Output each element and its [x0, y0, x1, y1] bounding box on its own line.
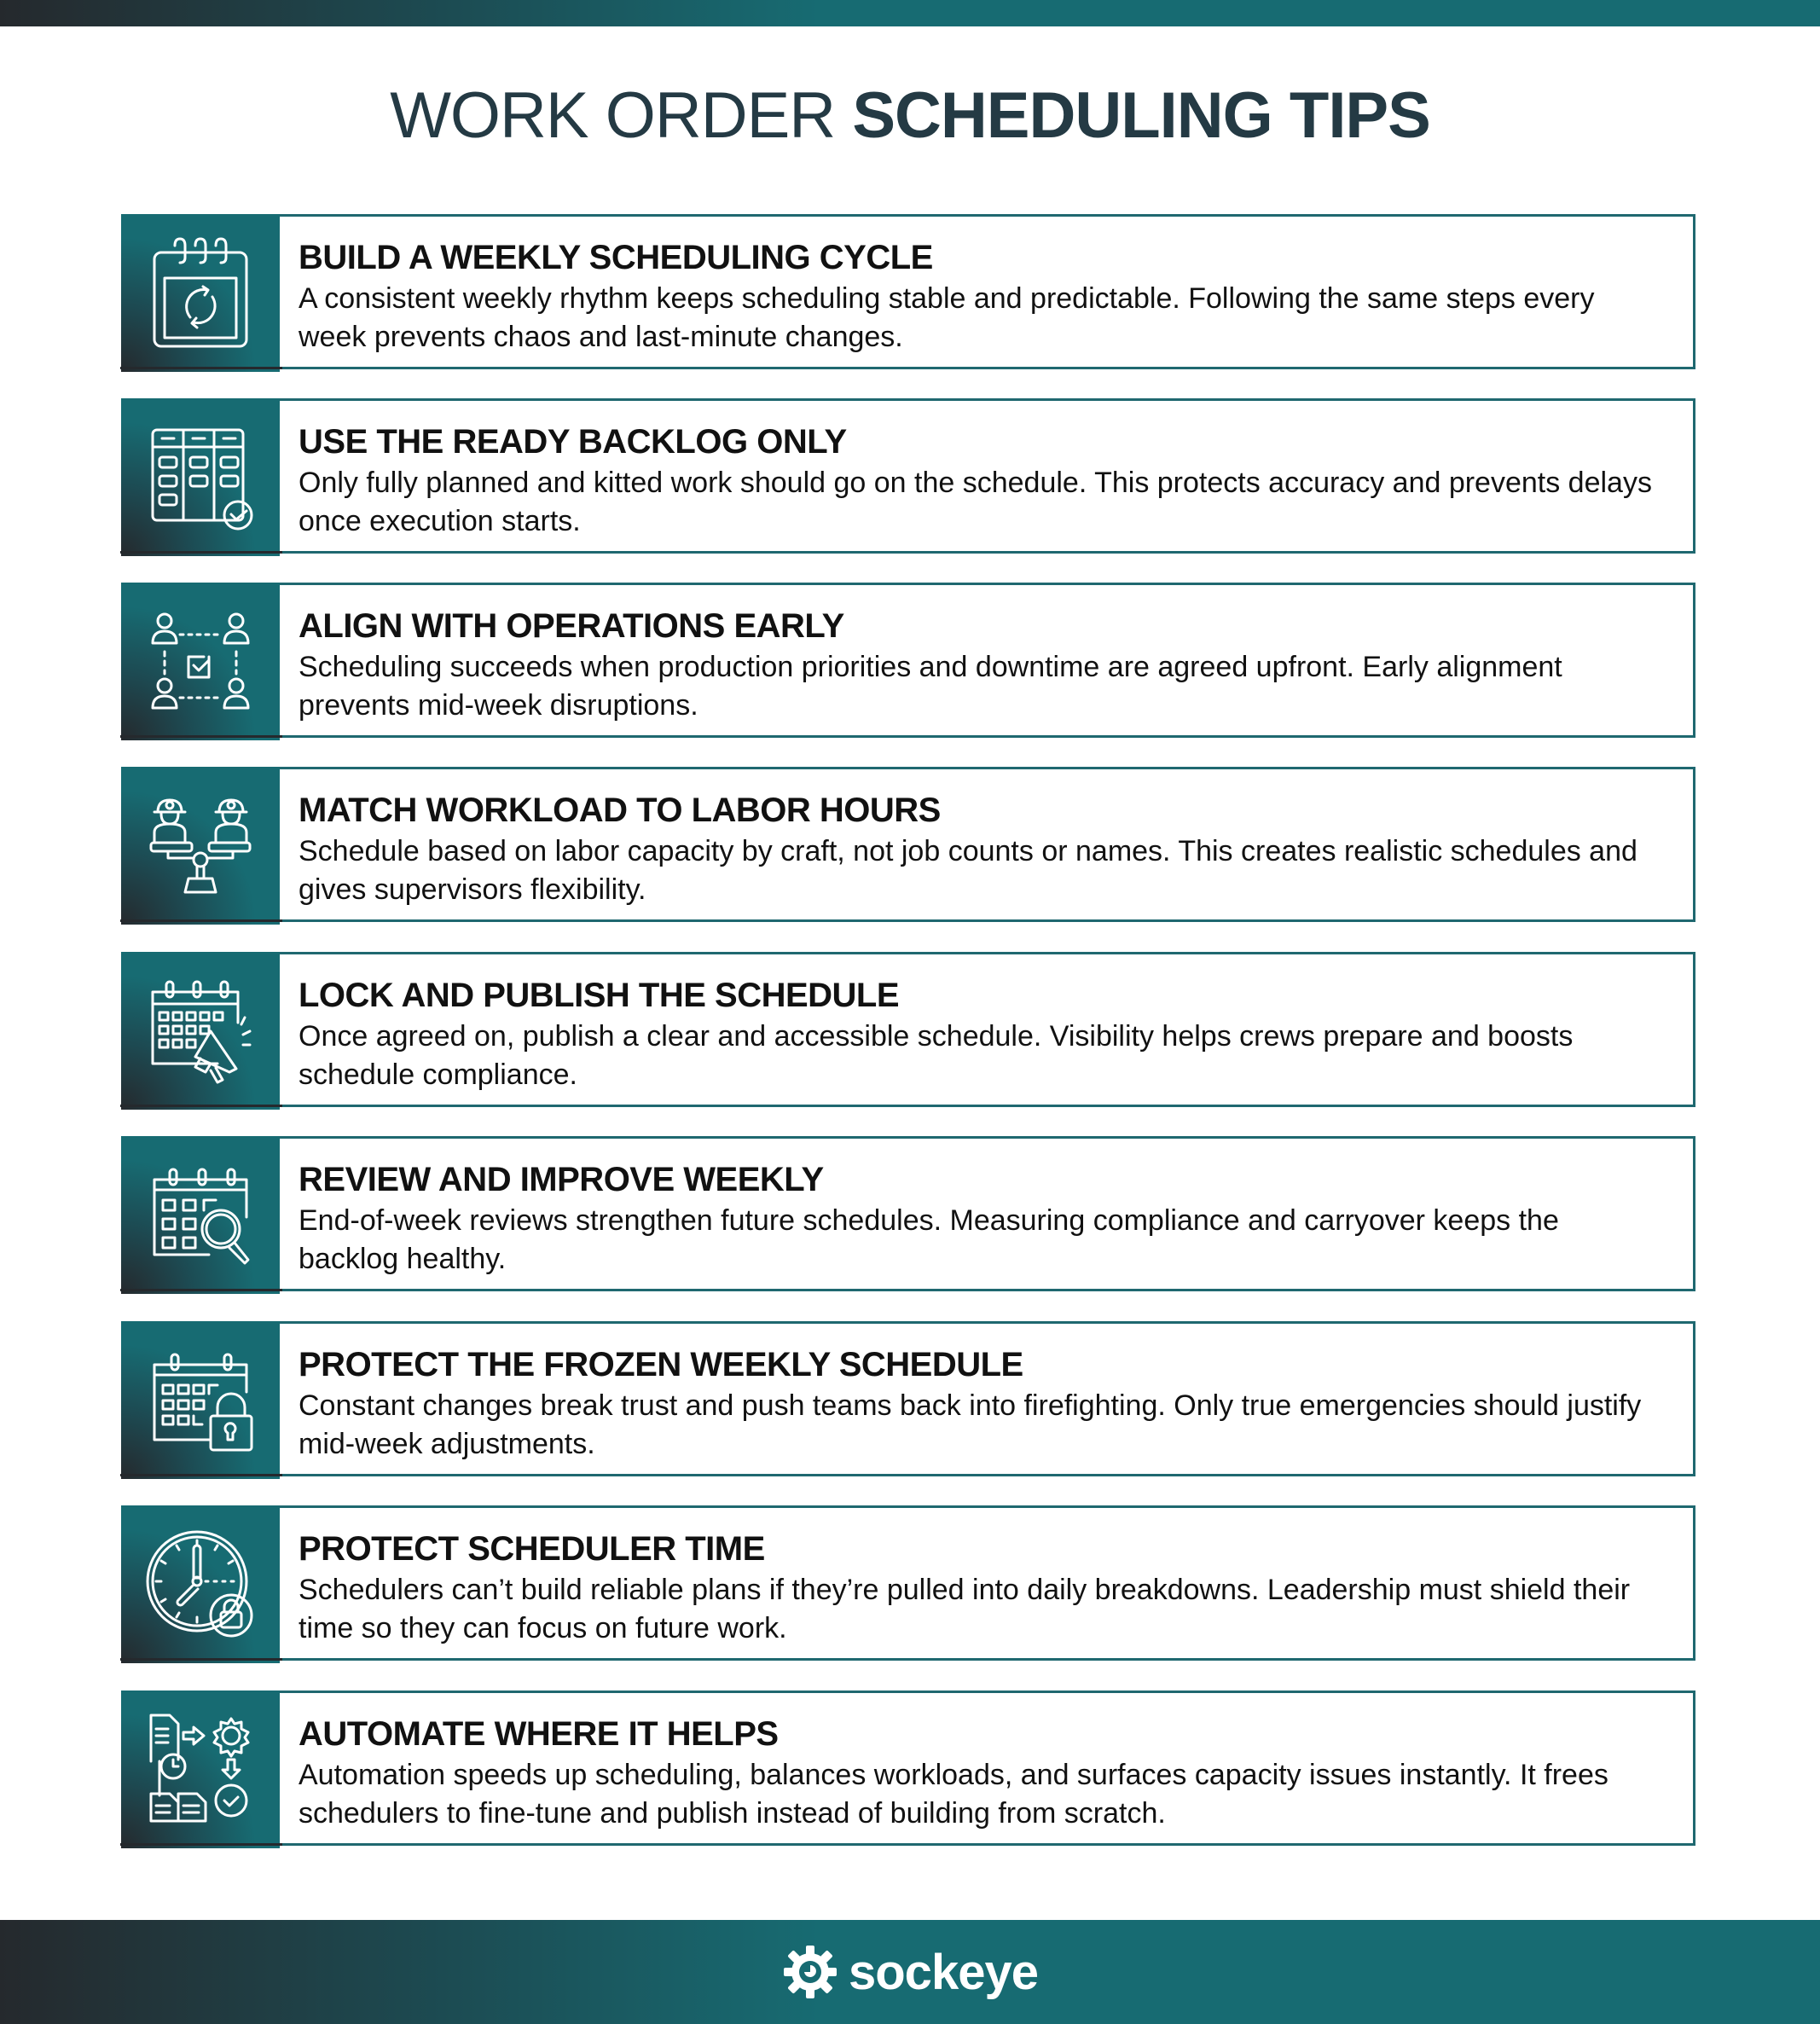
tip-description: Schedule based on labor capacity by craft, not job counts or names. This creates realistic schedules and gives supervisors flexibility.: [299, 835, 1637, 906]
tip-card: [121, 214, 1695, 369]
team-alignment-check-icon: [141, 602, 260, 722]
tip-icon-box: [121, 952, 280, 1110]
tip-icon-box: [121, 583, 280, 740]
document-automation-gear-icon: [141, 1710, 260, 1830]
kanban-board-check-icon: [141, 418, 260, 537]
tip-icon-box: [121, 1691, 280, 1848]
tip-description: Automation speeds up scheduling, balances workloads, and surfaces capacity issues instantly. It frees schedulers to fine-tune and publish instead of building from scratch.: [299, 1759, 1608, 1830]
tip-description: End-of-week reviews strengthen future schedules. Measuring compliance and carryover keeps the backlog healthy.: [299, 1204, 1559, 1275]
tip-card: [121, 398, 1695, 554]
tip-icon-box: [121, 1505, 280, 1663]
tip-card: [121, 952, 1695, 1107]
calendar-lock-icon: [141, 1341, 260, 1460]
calendar-refresh-icon: [141, 234, 260, 353]
tip-title: REVIEW AND IMPROVE WEEKLY: [299, 1161, 824, 1198]
tip-card: [121, 767, 1695, 922]
clock-lock-icon: [141, 1525, 260, 1644]
tip-description: Schedulers can’t build reliable plans if they’re pulled into daily breakdowns. Leadership must shield their time so they can focus on future work.: [299, 1574, 1631, 1644]
tip-description: A consistent weekly rhythm keeps scheduling stable and predictable. Following the same steps every week prevents chaos and last-minute changes.: [299, 282, 1595, 353]
page-title-light: WORK ORDER: [390, 79, 853, 152]
workers-balance-scale-icon: [141, 786, 260, 906]
tip-title: BUILD A WEEKLY SCHEDULING CYCLE: [299, 239, 933, 276]
top-banner: [0, 0, 1820, 26]
calendar-magnifier-icon: [141, 1156, 260, 1275]
tip-title: PROTECT SCHEDULER TIME: [299, 1530, 765, 1568]
tip-icon-box: [121, 767, 280, 925]
tip-icon-box: [121, 1136, 280, 1294]
tip-card: [121, 1505, 1695, 1661]
footer-banner: [0, 1920, 1820, 2024]
tip-card: [121, 1321, 1695, 1476]
tip-title: LOCK AND PUBLISH THE SCHEDULE: [299, 977, 900, 1014]
tip-title: MATCH WORKLOAD TO LABOR HOURS: [299, 792, 941, 829]
brand-name: sockeye: [849, 1944, 1038, 2000]
page-title: [0, 75, 1820, 157]
tip-icon-box: [121, 398, 280, 556]
tip-description: Only fully planned and kitted work should go on the schedule. This protects accuracy and prevents delays once execution starts.: [299, 467, 1652, 537]
tip-description: Scheduling succeeds when production priorities and downtime are agreed upfront. Early alignment prevents mid-week disruptions.: [299, 651, 1562, 722]
sockeye-gear-logo-icon: [782, 1944, 838, 2000]
tip-title: AUTOMATE WHERE IT HELPS: [299, 1715, 779, 1753]
tip-title: PROTECT THE FROZEN WEEKLY SCHEDULE: [299, 1346, 1023, 1383]
tip-title: USE THE READY BACKLOG ONLY: [299, 423, 847, 461]
calendar-megaphone-icon: [141, 971, 260, 1091]
tip-card: [121, 1691, 1695, 1846]
tip-icon-box: [121, 214, 280, 372]
page-title-bold: SCHEDULING TIPS: [852, 79, 1430, 152]
tip-card: [121, 1136, 1695, 1291]
tip-title: ALIGN WITH OPERATIONS EARLY: [299, 607, 844, 645]
tip-card: [121, 583, 1695, 738]
tip-icon-box: [121, 1321, 280, 1479]
tip-description: Constant changes break trust and push teams back into firefighting. Only true emergencies should justify mid-week adjustments.: [299, 1389, 1642, 1460]
tip-description: Once agreed on, publish a clear and accessible schedule. Visibility helps crews prepare and boosts schedule compliance.: [299, 1020, 1574, 1091]
brand-logo[interactable]: [782, 1944, 1038, 2001]
